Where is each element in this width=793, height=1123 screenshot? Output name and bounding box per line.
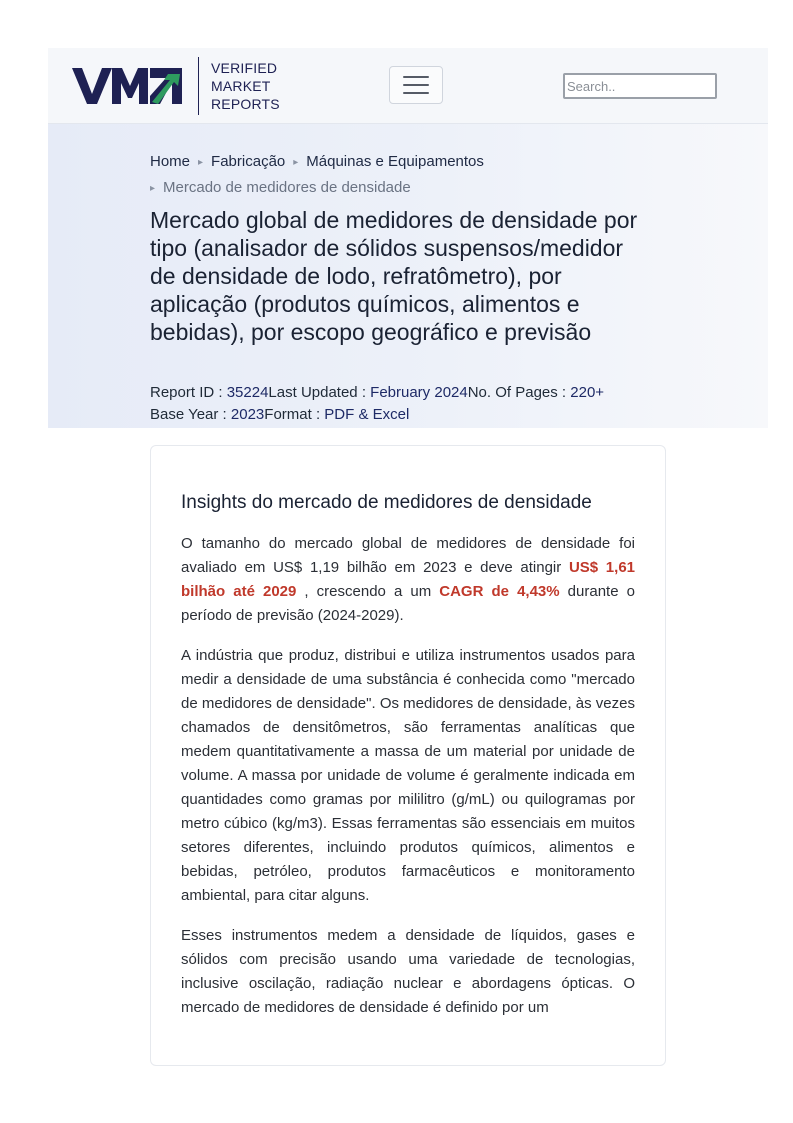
p1-text-c: durante o período de previsão (2024-2029). [181, 583, 635, 624]
search-input[interactable] [563, 73, 717, 99]
base-year-label: Base Year : [150, 406, 231, 423]
p1-highlight-cagr: CAGR de 4,43% [439, 583, 560, 600]
insights-paragraph-2: A indústria que produz, distribui e utiliza instrumentos usados para medir a densidade de uma substância é conhecida como "mercado de medidores de densidade". Os medidores de densidade, às vezes chamados de densitômetros, são ferramentas analíticas que medem quantitativamente a massa de um material por unidade de volume. A massa por unidade de volume é geralmente indicada em quantidades como gramas por mililitro (g/mL) ou quilogramas por metro cúbico (kg/m3). Essas ferramentas são essenciais em muitos setores diferentes, incluindo produtos químicos, alimentos e bebidas, petróleo, produtos farmacêuticos e monitoramento ambiental, para citar alguns. [181, 647, 635, 904]
chevron-right-icon: ▸ [293, 157, 299, 168]
menu-toggle-button[interactable] [389, 66, 443, 104]
format-value: PDF & Excel [324, 406, 410, 423]
pages-value: 220+ [570, 384, 605, 401]
breadcrumb-maquinas[interactable]: Máquinas e Equipamentos [306, 153, 484, 170]
report-hero [48, 124, 768, 428]
vmr-logo[interactable] [72, 60, 280, 112]
breadcrumb-current: Mercado de medidores de densidade [163, 179, 411, 196]
page-title: Mercado global de medidores de densidade por tipo (analisador de sólidos suspensos/medidor de densidade de lodo, refratômetro), por aplicação (produtos químicos, alimentos e bebidas), por escopo geográfico e previsão [150, 207, 638, 345]
breadcrumb [150, 150, 650, 202]
report-id-value: 35224 [226, 384, 269, 401]
hamburger-icon-bar [403, 84, 429, 86]
chevron-right-icon: ▸ [150, 183, 156, 194]
site-header [48, 48, 768, 124]
breadcrumb-home[interactable]: Home [150, 153, 191, 170]
updated-value: February 2024 [370, 384, 468, 401]
hamburger-icon-bar [403, 92, 429, 94]
p1-text-a: O tamanho do mercado global de medidores de densidade foi avaliado em US$ 1,19 bilhão em 2023 e deve atingir [181, 535, 635, 576]
pages-label: No. Of Pages : [467, 384, 571, 401]
insights-body [181, 532, 635, 1036]
logo-line-1: VERIFIED [211, 60, 278, 76]
format-label: Format : [264, 406, 325, 423]
insights-heading: Insights do mercado de medidores de densidade [181, 492, 592, 513]
logo-line-3: REPORTS [211, 96, 280, 112]
chevron-right-icon: ▸ [198, 157, 204, 168]
vmr-logo-icon [72, 66, 184, 106]
insights-paragraph-1 [181, 532, 635, 628]
logo-line-2: MARKET [211, 78, 271, 94]
logo-divider [198, 57, 199, 115]
insights-card [150, 445, 666, 1066]
breadcrumb-fabricacao[interactable]: Fabricação [211, 153, 286, 170]
p1-text-b: , crescendo a um [296, 583, 440, 600]
updated-label: Last Updated : [268, 384, 371, 401]
hamburger-icon-bar [403, 76, 429, 78]
insights-paragraph-3: Esses instrumentos medem a densidade de líquidos, gases e sólidos com precisão usando uma variedade de tecnologias, inclusive oscilação, radiação nuclear e abordagens ópticas. O mercado de medidores de densidade é definido por um [181, 927, 635, 1016]
logo-wordmark [211, 59, 280, 113]
base-year-value: 2023 [230, 406, 265, 423]
report-id-label: Report ID : [150, 384, 227, 401]
p1-highlight-value: US$ 1,61 bilhão até 2029 [181, 559, 635, 600]
report-meta [150, 382, 670, 426]
